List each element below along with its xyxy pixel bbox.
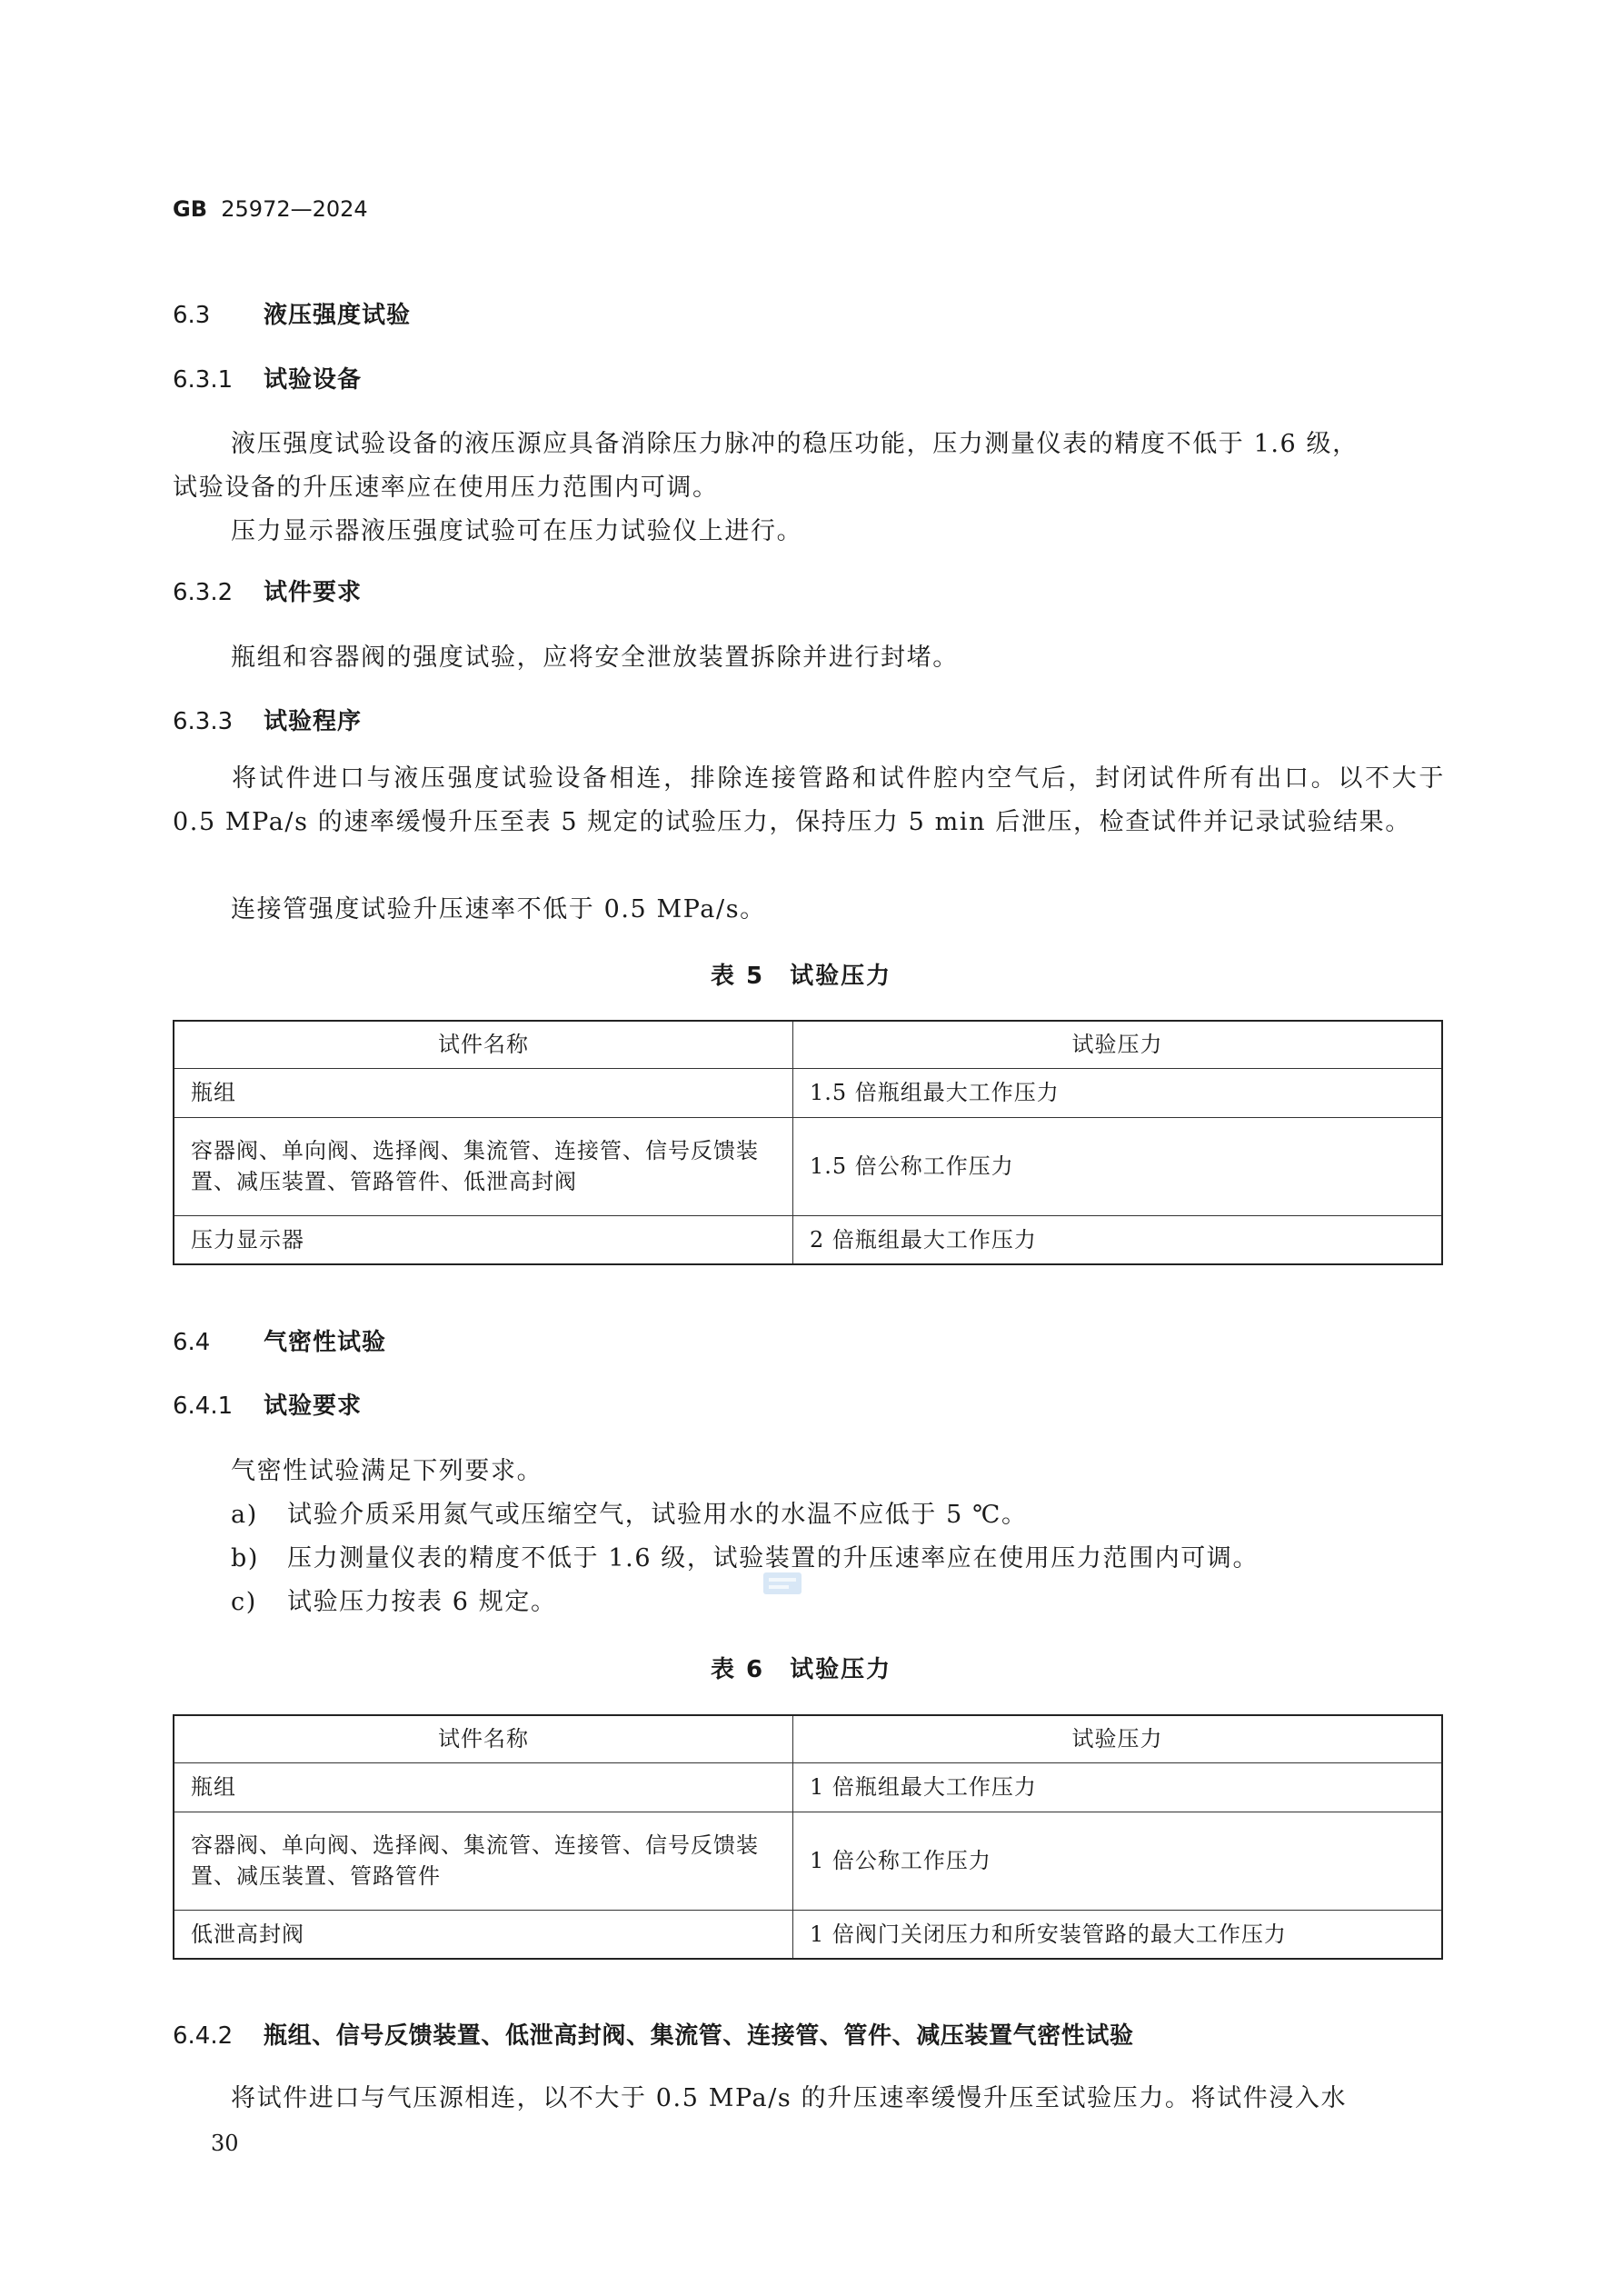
section-heading-6-3-2: [173, 574, 362, 607]
table-row: [174, 1215, 1442, 1264]
table-6: [173, 1714, 1443, 1960]
paragraph-line: 液压强度试验设备的液压源应具备消除压力脉冲的稳压功能，压力测量仪表的精度不低于 1.6 级，: [231, 430, 1359, 458]
paragraph: 瓶组和容器阀的强度试验，应将安全泄放装置拆除并进行封堵。: [231, 644, 959, 672]
paragraph: 压力显示器液压强度试验可在压力试验仪上进行。: [231, 517, 803, 545]
list-text: 试验介质采用氮气或压缩空气，试验用水的水温不应低于 5 ℃。: [287, 1501, 1028, 1529]
watermark-icon: [762, 1565, 803, 1602]
table-cell: 瓶组: [174, 1068, 793, 1117]
table-cell: 1 倍瓶组最大工作压力: [793, 1762, 1443, 1812]
table-cell: 2 倍瓶组最大工作压力: [793, 1215, 1443, 1264]
table-row: [174, 1812, 1442, 1910]
paragraph: 将试件进口与气压源相连，以不大于 0.5 MPa/s 的升压速率缓慢升压至试验压力。将试件浸入水: [231, 2084, 1348, 2112]
table-row: [174, 1910, 1442, 1959]
table-caption: 表 6 试验压力: [711, 1656, 892, 1683]
section-title: 液压强度试验: [264, 302, 412, 329]
list-label: a): [231, 1501, 258, 1529]
section-title: 试件要求: [264, 579, 363, 606]
table-cell: 容器阀、单向阀、选择阀、集流管、连接管、信号反馈装置、减压装置、管路管件、低泄高封阀: [174, 1117, 793, 1215]
section-number: 6.3.3: [173, 708, 234, 735]
column-header: 试验压力: [793, 1715, 1443, 1762]
list-text: 压力测量仪表的精度不低于 1.6 级，试验装置的升压速率应在使用压力范围内可调。: [287, 1544, 1260, 1572]
section-heading-6-3: [173, 296, 411, 330]
table-5: [173, 1020, 1443, 1265]
paragraph-text: 将试件进口与液压强度试验设备相连，排除连接管路和试件腔内空气后，封闭试件所有出口。以不大于 0.5 MPa/s 的速率缓慢升压至表 5 规定的试验压力，保持压力 5 min 后泄压，检查试件并记录试验结果。: [173, 764, 1445, 836]
section-title: 试验程序: [264, 708, 363, 735]
section-heading-6-4: [173, 1323, 386, 1357]
list-item: [231, 1582, 557, 1617]
list-item: [231, 1494, 1028, 1530]
list-label: c): [231, 1588, 257, 1616]
section-number: 6.4.2: [173, 2022, 234, 2050]
list-text: 试验压力按表 6 规定。: [287, 1588, 557, 1616]
standard-number: 25972—2024: [221, 196, 368, 222]
section-number: 6.3.1: [173, 366, 234, 394]
section-title: 气密性试验: [264, 1329, 387, 1356]
standard-prefix: GB: [173, 196, 207, 222]
table-cell: 瓶组: [174, 1762, 793, 1812]
table-row: [174, 1762, 1442, 1812]
paragraph: [173, 757, 1445, 844]
table-row: [174, 1117, 1442, 1215]
table-cell: 低泄高封阀: [174, 1910, 793, 1959]
section-title: 试验要求: [264, 1393, 363, 1420]
section-title: 试验设备: [264, 366, 363, 394]
section-title: 瓶组、信号反馈装置、低泄高封阀、集流管、连接管、管件、减压装置气密性试验: [264, 2022, 1134, 2050]
table-cell: 1 倍公称工作压力: [793, 1812, 1443, 1910]
table-cell: 容器阀、单向阀、选择阀、集流管、连接管、信号反馈装置、减压装置、管路管件: [174, 1812, 793, 1910]
table-header-row: [174, 1021, 1442, 1068]
table-cell: 1.5 倍瓶组最大工作压力: [793, 1068, 1443, 1117]
standard-header: [173, 196, 368, 222]
column-header: 试件名称: [174, 1715, 793, 1762]
list-label: b): [231, 1544, 260, 1572]
table-cell: 1.5 倍公称工作压力: [793, 1117, 1443, 1215]
paragraph: 连接管强度试验升压速率不低于 0.5 MPa/s。: [231, 895, 766, 923]
column-header: 试验压力: [793, 1021, 1443, 1068]
paragraph-line: 试验设备的升压速率应在使用压力范围内可调。: [173, 474, 719, 502]
table-caption: 表 5 试验压力: [711, 963, 892, 990]
section-heading-6-3-3: [173, 703, 362, 736]
column-header: 试件名称: [174, 1021, 793, 1068]
section-number: 6.3.2: [173, 579, 234, 606]
section-number: 6.4.1: [173, 1393, 234, 1420]
list-item: [231, 1538, 1259, 1573]
section-number: 6.4: [173, 1329, 211, 1356]
paragraph: 气密性试验满足下列要求。: [231, 1457, 543, 1485]
table-cell: 压力显示器: [174, 1215, 793, 1264]
table-row: [174, 1068, 1442, 1117]
page-number: 30: [211, 2131, 239, 2156]
section-heading-6-4-2: [173, 2017, 1134, 2051]
table-header-row: [174, 1715, 1442, 1762]
section-heading-6-3-1: [173, 361, 362, 394]
section-heading-6-4-1: [173, 1387, 362, 1421]
table-cell: 1 倍阀门关闭压力和所安装管路的最大工作压力: [793, 1910, 1443, 1959]
section-number: 6.3: [173, 302, 211, 329]
